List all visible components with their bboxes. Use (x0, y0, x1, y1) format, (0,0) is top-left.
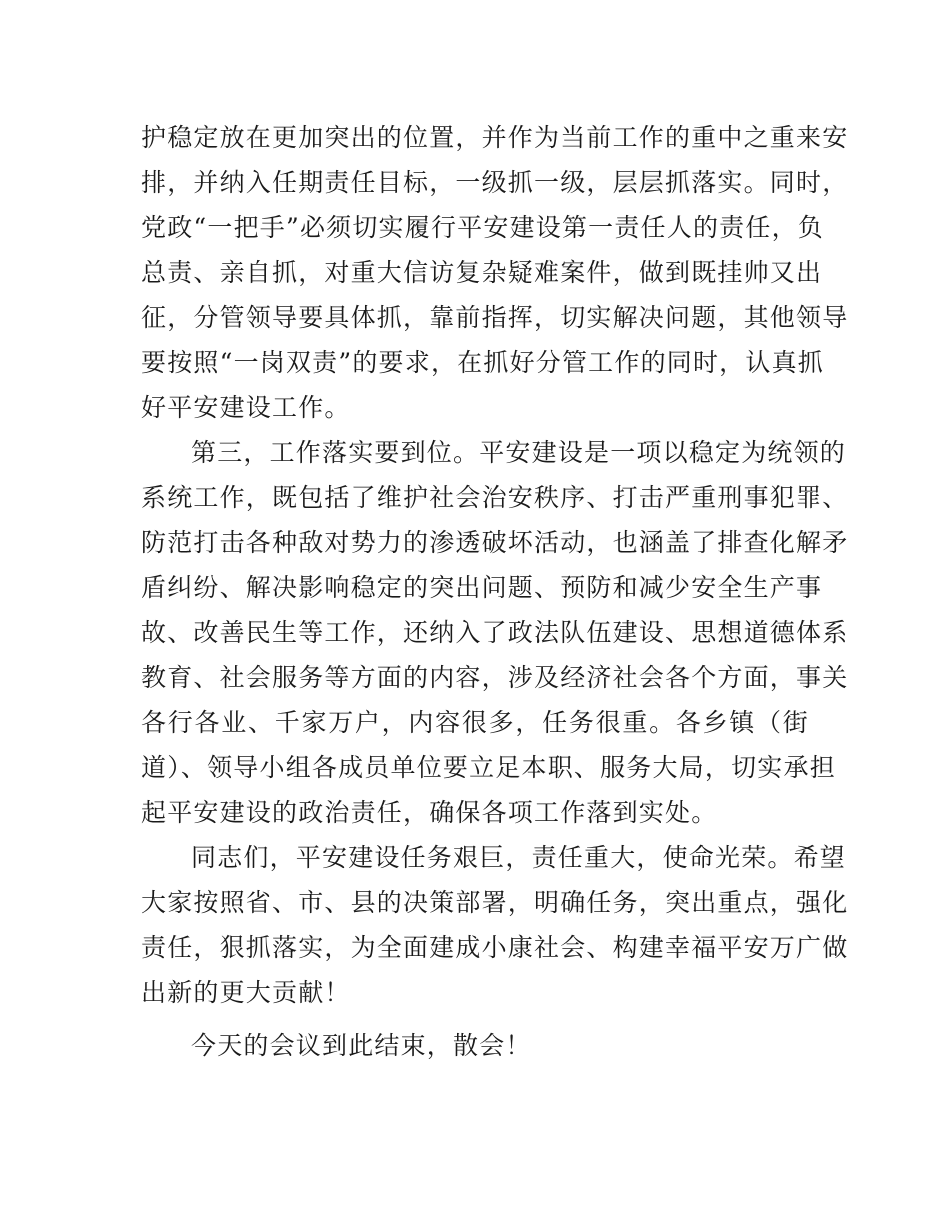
text-line: 系统工作，既包括了维护社会治安秩序、打击严重刑事犯罪、 (141, 483, 849, 512)
text-line: 大家按照省、市、县的决策部署，明确任务，突出重点，强化 (141, 888, 849, 917)
text-line: 征，分管领导要具体抓，靠前指挥，切实解决问题，其他领导 (141, 303, 849, 332)
text-line: 总责、亲自抓，对重大信访复杂疑难案件，做到既挂帅又出 (141, 258, 823, 287)
text-line: 各行各业、千家万户，内容很多，任务很重。各乡镇（街 (141, 708, 809, 737)
text-line: 故、改善民生等工作，还纳入了政法队伍建设、思想道德体系 (141, 618, 849, 647)
text-line: 盾纠纷、解决影响稳定的突出问题、预防和减少安全生产事 (141, 573, 823, 602)
text-line: 出新的更大贡献！ (141, 978, 351, 1007)
text-line: 好平安建设工作。 (141, 393, 351, 422)
text-line: 排，并纳入任期责任目标，一级抓一级，层层抓落实。同时， (141, 168, 849, 197)
paragraph-first-line: 同志们，平安建设任务艰巨，责任重大，使命光荣。希望 (191, 843, 847, 872)
closing-line: 今天的会议到此结束，散会！ (191, 1031, 532, 1060)
text-line: 党政“一把手”必须切实履行平安建设第一责任人的责任，负 (141, 213, 824, 242)
text-line: 教育、社会服务等方面的内容，涉及经济社会各个方面，事关 (141, 663, 849, 692)
text-line: 起平安建设的政治责任，确保各项工作落到实处。 (141, 798, 718, 827)
text-line: 道）、领导小组各成员单位要立足本职、服务大局，切实承担 (141, 753, 836, 782)
text-line: 防范打击各种敌对势力的渗透破坏活动，也涵盖了排查化解矛 (141, 528, 849, 557)
text-line: 护稳定放在更加突出的位置，并作为当前工作的重中之重来安 (141, 123, 849, 152)
text-line: 要按照“一岗双责”的要求，在抓好分管工作的同时，认真抓 (141, 348, 824, 377)
paragraph-first-line: 第三，工作落实要到位。平安建设是一项以稳定为统领的 (191, 438, 847, 467)
text-line: 责任，狠抓落实，为全面建成小康社会、构建幸福平安万广做 (141, 933, 849, 962)
